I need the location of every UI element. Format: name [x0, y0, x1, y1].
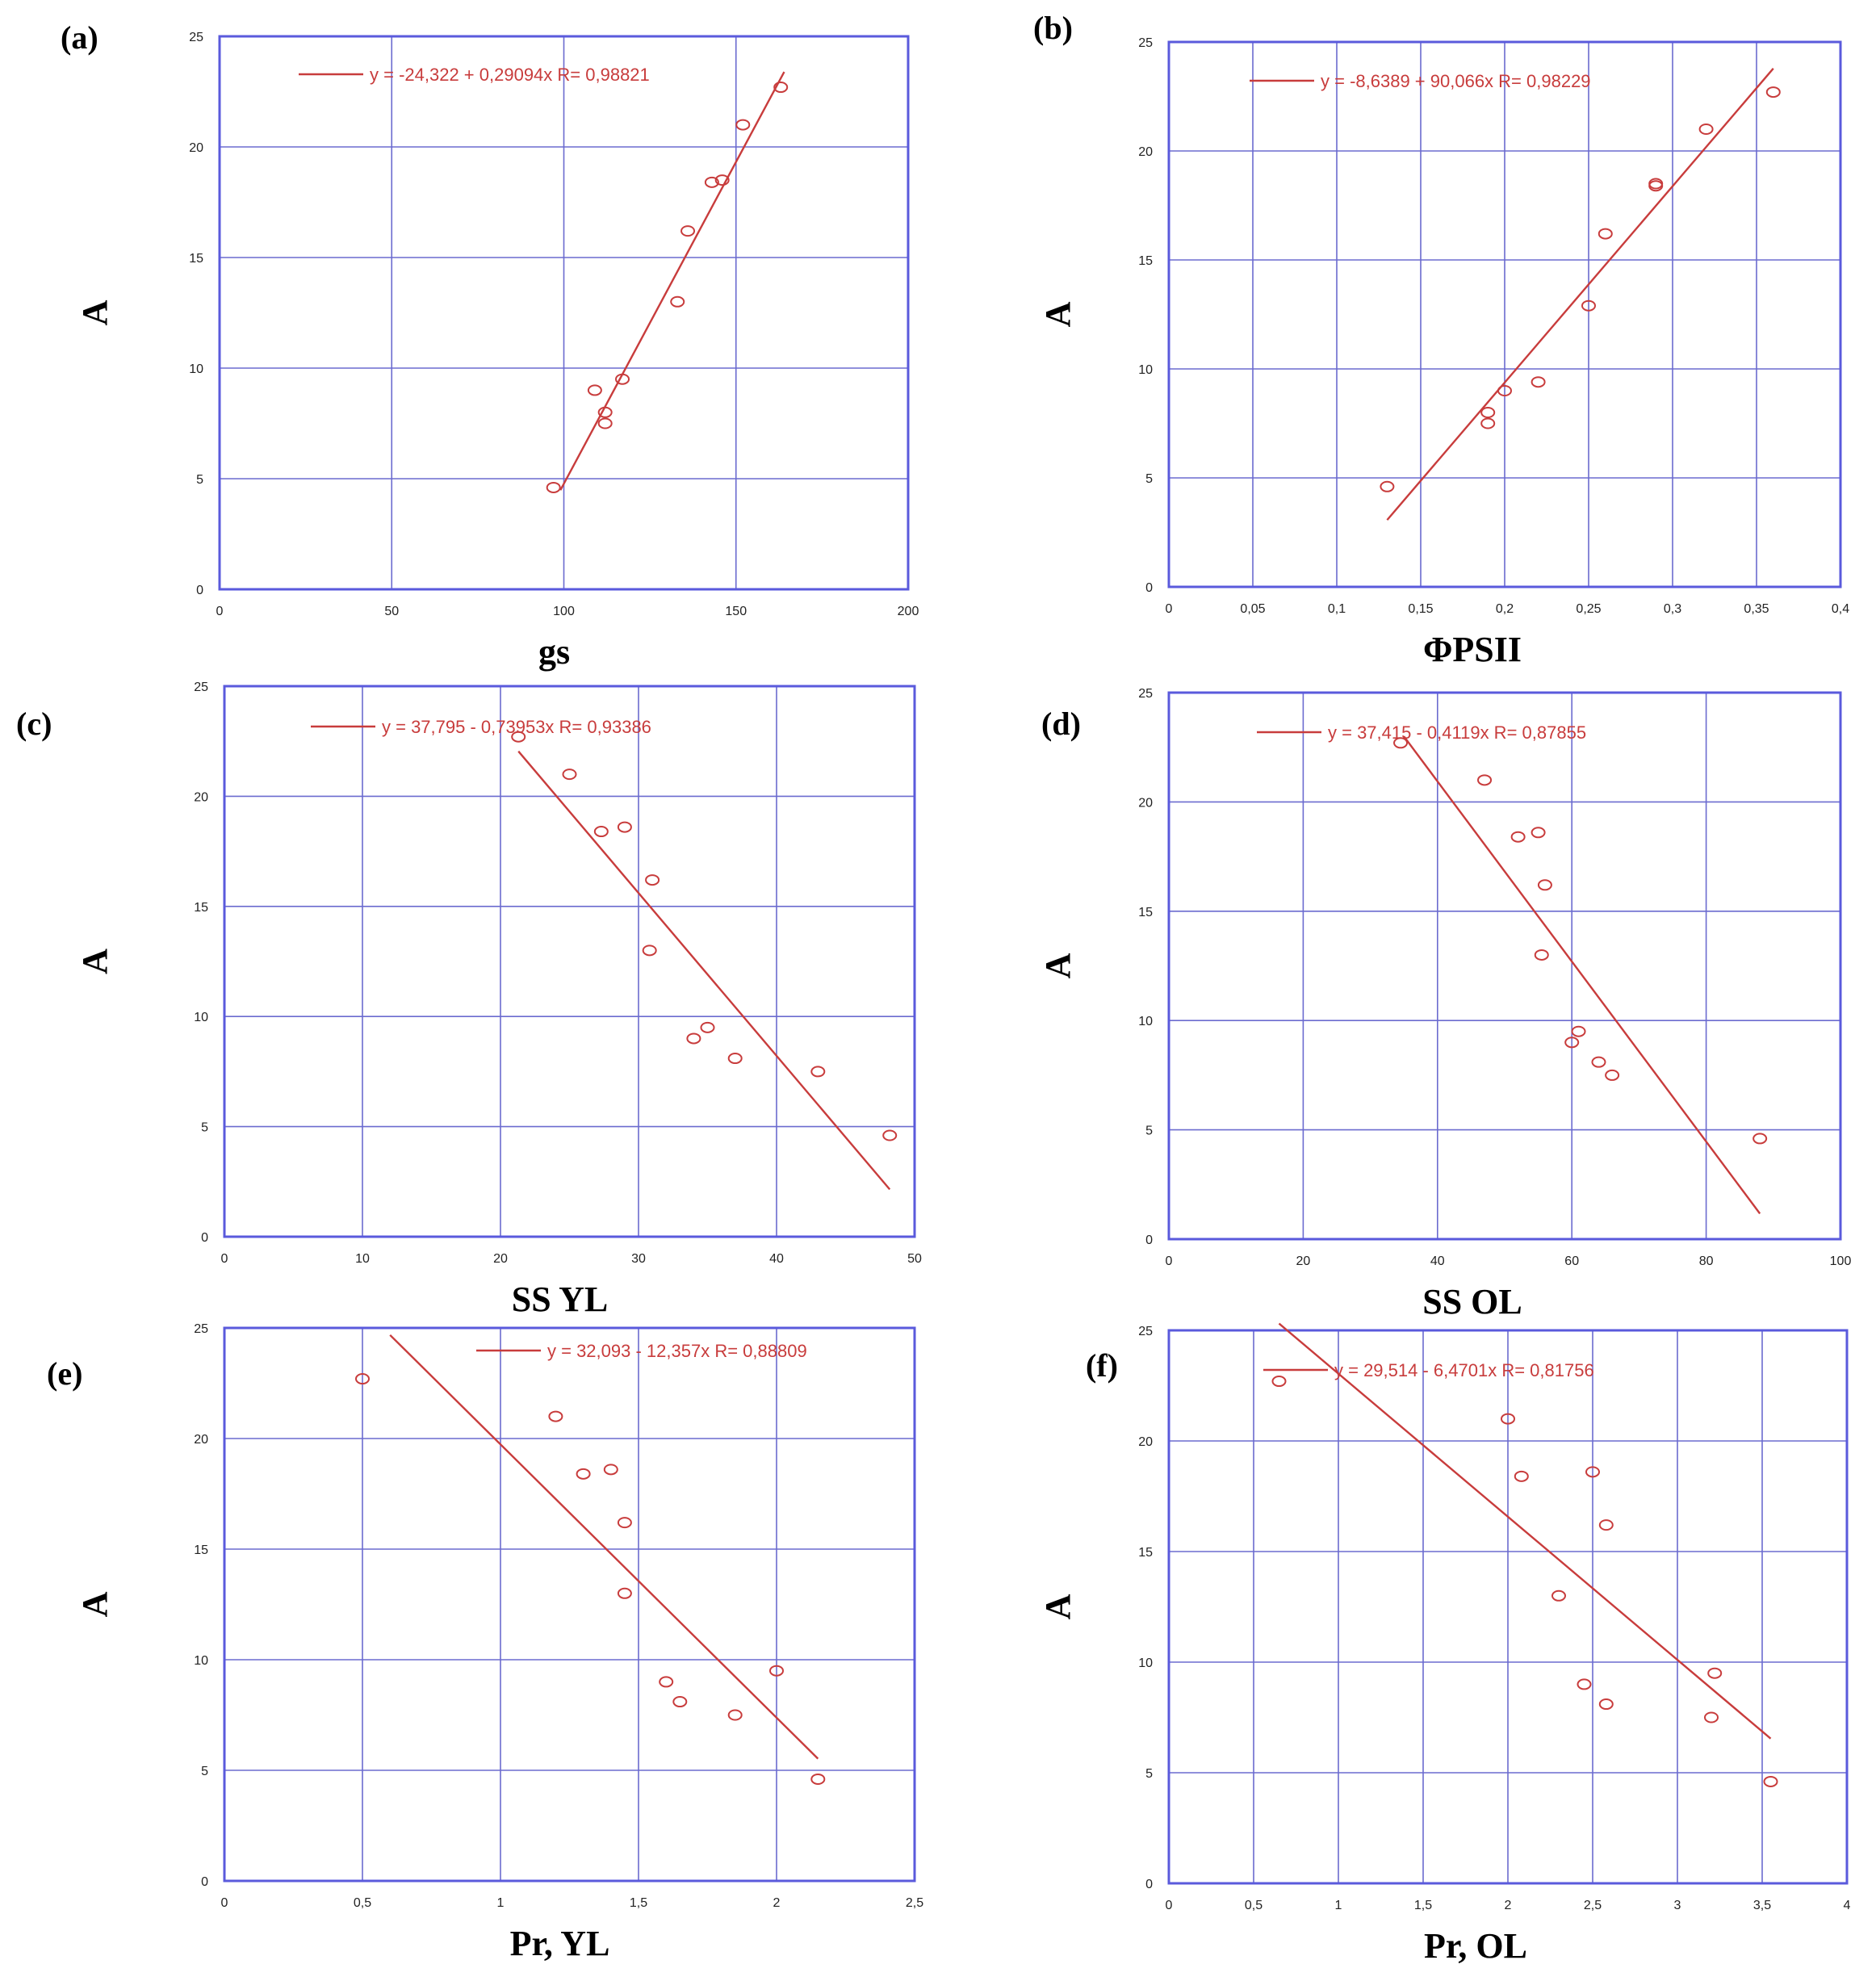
x-tick-label-a: 0 — [216, 605, 224, 618]
data-point-b — [1532, 377, 1545, 387]
data-point-f — [1515, 1472, 1528, 1481]
legend-label-f: y = 29,514 - 6,4701x R= 0,81756 — [1334, 1360, 1594, 1380]
panel-e — [47, 1322, 923, 1963]
legend-label-c: y = 37,795 - 0,73953x R= 0,93386 — [382, 717, 651, 737]
y-tick-label-a: 0 — [196, 584, 203, 597]
x-tick-label-e: 2 — [773, 1896, 781, 1910]
data-point-d — [1592, 1058, 1605, 1067]
x-tick-label-d: 80 — [1698, 1254, 1714, 1268]
x-tick-label-a: 100 — [553, 605, 575, 618]
x-tick-label-b: 0,2 — [1495, 602, 1514, 616]
panel-a — [61, 19, 919, 672]
panel-label-e: (e) — [47, 1355, 83, 1392]
x-tick-label-c: 30 — [631, 1252, 646, 1266]
x-tick-label-c: 0 — [220, 1252, 228, 1266]
data-point-e — [577, 1469, 590, 1479]
x-tick-label-b: 0,1 — [1327, 602, 1346, 616]
x-tick-label-a: 150 — [725, 605, 747, 618]
x-tick-label-b: 0,3 — [1663, 602, 1682, 616]
x-tick-label-e: 0,5 — [353, 1896, 372, 1910]
data-point-b — [1700, 124, 1713, 134]
data-point-c — [701, 1023, 714, 1032]
legend-label-a: y = -24,322 + 0,29094x R= 0,98821 — [370, 65, 650, 85]
data-point-b — [1767, 87, 1780, 97]
panel-d — [1038, 687, 1851, 1321]
data-point-f — [1705, 1713, 1718, 1723]
y-tick-label-a: 5 — [196, 473, 203, 487]
data-point-c — [643, 945, 656, 955]
data-point-f — [1600, 1520, 1613, 1530]
x-tick-label-e: 0 — [220, 1896, 228, 1910]
y-axis-title-b: A — [1038, 301, 1078, 328]
panel-label-a: (a) — [61, 19, 98, 56]
legend-label-b: y = -8,6389 + 90,066x R= 0,98229 — [1321, 71, 1591, 91]
data-point-e — [549, 1412, 562, 1422]
data-point-f — [1765, 1777, 1778, 1786]
x-axis-title-a: gs — [538, 632, 571, 672]
y-axis-title-d: A — [1038, 953, 1078, 979]
x-tick-label-e: 2,5 — [905, 1896, 924, 1910]
data-point-e — [811, 1774, 824, 1784]
x-tick-label-f: 3 — [1673, 1899, 1681, 1912]
y-tick-label-b: 25 — [1138, 36, 1153, 50]
y-tick-label-e: 20 — [194, 1433, 208, 1447]
plot-frame-d — [1169, 693, 1840, 1239]
x-tick-label-b: 0,35 — [1744, 602, 1769, 616]
x-tick-label-c: 50 — [907, 1252, 922, 1266]
x-tick-label-a: 50 — [384, 605, 400, 618]
plot-frame-e — [224, 1328, 915, 1881]
y-tick-label-c: 20 — [194, 790, 208, 805]
x-axis-title-e: Pr, YL — [509, 1924, 610, 1963]
y-tick-label-c: 25 — [194, 681, 208, 694]
y-tick-label-b: 15 — [1138, 254, 1153, 268]
data-point-e — [660, 1677, 672, 1686]
x-tick-label-b: 0,25 — [1576, 602, 1602, 616]
x-tick-label-f: 0 — [1165, 1899, 1173, 1912]
x-tick-label-d: 0 — [1165, 1254, 1173, 1268]
x-tick-label-b: 0,4 — [1831, 602, 1850, 616]
x-axis-title-f: Pr, OL — [1424, 1926, 1527, 1966]
panel-label-f: (f) — [1086, 1347, 1118, 1384]
y-tick-label-b: 5 — [1145, 472, 1153, 486]
data-point-a — [599, 419, 612, 429]
data-point-e — [673, 1697, 686, 1707]
data-point-f — [1273, 1376, 1286, 1386]
y-tick-label-a: 10 — [189, 362, 203, 376]
data-point-d — [1535, 950, 1548, 960]
x-axis-title-b: ΦPSII — [1422, 630, 1522, 669]
panel-c — [16, 681, 922, 1319]
y-axis-title-f: A — [1038, 1594, 1078, 1620]
y-tick-label-f: 20 — [1138, 1435, 1153, 1449]
y-tick-label-b: 0 — [1145, 581, 1153, 595]
y-axis-title-e: A — [75, 1591, 115, 1618]
x-axis-title-c: SS YL — [511, 1279, 609, 1319]
y-tick-label-c: 5 — [201, 1120, 208, 1135]
y-tick-label-e: 5 — [201, 1765, 208, 1778]
y-tick-label-f: 25 — [1138, 1325, 1153, 1338]
x-tick-label-b: 0,15 — [1408, 602, 1434, 616]
data-point-f — [1552, 1591, 1565, 1601]
panel-b — [1033, 10, 1849, 669]
legend-label-e: y = 32,093 - 12,357x R= 0,88809 — [547, 1341, 807, 1361]
data-point-c — [595, 827, 608, 836]
data-point-e — [605, 1464, 618, 1474]
y-tick-label-d: 10 — [1138, 1015, 1153, 1029]
x-tick-label-c: 10 — [355, 1252, 370, 1266]
x-tick-label-f: 0,5 — [1244, 1899, 1263, 1912]
panel-label-b: (b) — [1033, 10, 1073, 46]
data-point-c — [618, 823, 631, 832]
x-tick-label-f: 1,5 — [1413, 1899, 1433, 1912]
x-tick-label-f: 2 — [1504, 1899, 1512, 1912]
y-axis-title-c: A — [75, 949, 115, 974]
data-point-c — [646, 875, 659, 885]
data-point-b — [1481, 408, 1494, 417]
data-point-d — [1606, 1070, 1618, 1080]
regression-line-f — [1279, 1324, 1771, 1739]
x-tick-label-e: 1 — [496, 1896, 505, 1910]
x-tick-label-f: 1 — [1334, 1899, 1342, 1912]
y-tick-label-b: 20 — [1138, 145, 1153, 159]
data-point-d — [1539, 880, 1551, 890]
legend-label-d: y = 37,415 - 0,4119x R= 0,87855 — [1328, 722, 1587, 743]
regression-line-a — [560, 72, 784, 490]
data-point-f — [1600, 1699, 1613, 1709]
data-point-a — [671, 297, 684, 307]
x-tick-label-d: 20 — [1296, 1254, 1311, 1268]
y-tick-label-c: 10 — [194, 1011, 208, 1025]
y-tick-label-d: 20 — [1138, 796, 1153, 810]
data-point-f — [1578, 1679, 1591, 1689]
data-point-b — [1599, 229, 1612, 239]
panel-label-c: (c) — [16, 706, 52, 742]
y-tick-label-d: 0 — [1145, 1233, 1153, 1247]
data-point-a — [736, 120, 749, 130]
data-point-a — [588, 385, 601, 395]
y-tick-label-e: 0 — [201, 1875, 208, 1889]
x-tick-label-f: 2,5 — [1583, 1899, 1602, 1912]
y-tick-label-e: 25 — [194, 1322, 208, 1336]
x-tick-label-d: 100 — [1829, 1254, 1852, 1268]
data-point-c — [811, 1066, 824, 1076]
y-tick-label-a: 15 — [189, 252, 203, 266]
data-point-b — [1481, 419, 1494, 429]
data-point-d — [1512, 832, 1525, 842]
data-point-c — [883, 1131, 896, 1141]
data-point-d — [1532, 827, 1545, 837]
y-tick-label-e: 15 — [194, 1543, 208, 1557]
x-tick-label-c: 40 — [769, 1252, 784, 1266]
x-tick-label-f: 3,5 — [1752, 1899, 1772, 1912]
data-point-e — [618, 1589, 631, 1598]
x-tick-label-f: 4 — [1843, 1899, 1851, 1912]
data-point-a — [681, 226, 694, 236]
y-tick-label-d: 5 — [1145, 1124, 1153, 1138]
x-tick-label-d: 40 — [1430, 1254, 1445, 1268]
data-point-d — [1572, 1027, 1585, 1037]
x-tick-label-b: 0,05 — [1240, 602, 1266, 616]
x-tick-label-a: 200 — [897, 605, 919, 618]
data-point-d — [1478, 775, 1491, 785]
y-tick-label-d: 25 — [1138, 687, 1153, 701]
data-point-e — [618, 1518, 631, 1527]
y-tick-label-f: 0 — [1145, 1878, 1153, 1891]
data-point-c — [563, 769, 576, 779]
y-tick-label-f: 5 — [1145, 1767, 1153, 1781]
x-tick-label-c: 20 — [493, 1252, 508, 1266]
regression-line-b — [1387, 69, 1773, 520]
regression-line-e — [390, 1335, 818, 1759]
x-tick-label-b: 0 — [1165, 602, 1173, 616]
data-point-f — [1708, 1669, 1721, 1678]
data-point-b — [1380, 482, 1393, 492]
data-point-c — [687, 1033, 700, 1043]
x-axis-title-d: SS OL — [1422, 1282, 1522, 1321]
y-tick-label-a: 20 — [189, 141, 203, 155]
data-point-d — [1753, 1133, 1766, 1143]
y-axis-title-a: A — [75, 299, 115, 326]
x-tick-label-d: 60 — [1564, 1254, 1580, 1268]
y-tick-label-c: 0 — [201, 1231, 208, 1245]
y-tick-label-e: 10 — [194, 1654, 208, 1668]
data-point-c — [729, 1053, 742, 1063]
y-tick-label-c: 15 — [194, 900, 208, 915]
panel-f — [1038, 1324, 1851, 1966]
data-point-a — [547, 483, 560, 492]
data-point-a — [599, 408, 612, 417]
y-tick-label-d: 15 — [1138, 905, 1153, 919]
data-point-e — [729, 1711, 742, 1720]
regression-line-c — [518, 752, 890, 1190]
x-tick-label-e: 1,5 — [629, 1896, 648, 1910]
y-tick-label-f: 10 — [1138, 1656, 1153, 1670]
y-tick-label-b: 10 — [1138, 363, 1153, 377]
y-tick-label-f: 15 — [1138, 1546, 1153, 1560]
panel-label-d: (d) — [1041, 706, 1081, 742]
y-tick-label-a: 25 — [189, 31, 203, 44]
